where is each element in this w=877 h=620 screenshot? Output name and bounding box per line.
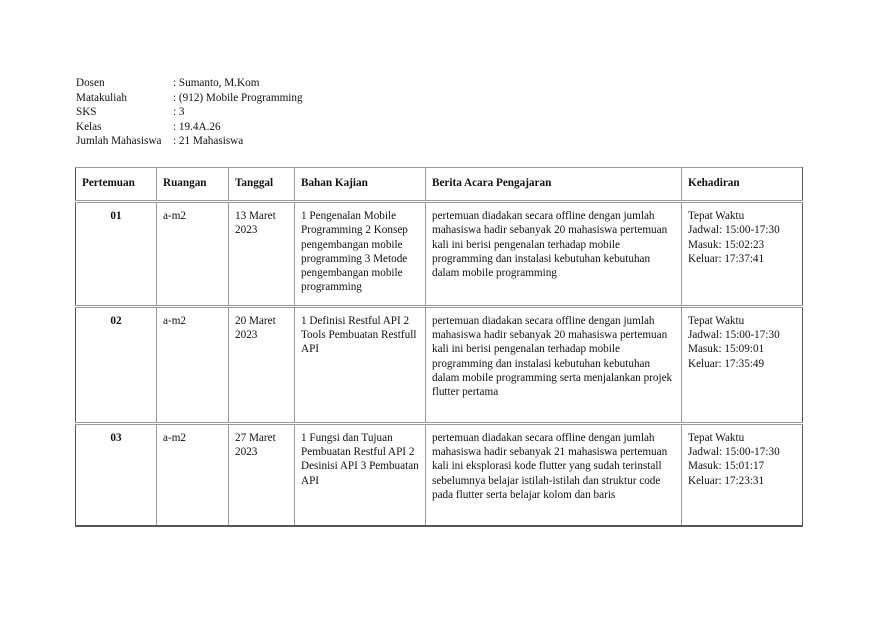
cell-ruangan: a-m2 [157,423,229,526]
info-label: SKS [76,106,97,118]
info-value: : (912) Mobile Programming [173,91,303,104]
info-row-kelas [76,120,303,135]
cell-tanggal: 13 Maret 2023 [229,202,295,307]
table-row [76,202,803,307]
cell-bahan-kajian: 1 Definisi Restful API 2 Tools Pembuatan Restfull API [295,306,426,423]
kehadiran-jadwal: Jadwal: 15:00-17:30 [688,224,780,237]
header-kehadiran: Kehadiran [682,168,803,202]
kehadiran-jadwal: Jadwal: 15:00-17:30 [688,446,780,459]
kehadiran-keluar: Keluar: 17:23:31 [688,474,765,487]
berita-acara-table [75,167,803,527]
info-label: Dosen [76,77,105,89]
cell-tanggal: 27 Maret 2023 [229,423,295,526]
kehadiran-status: Tepat Waktu [688,314,745,327]
info-value: : Sumanto, M.Kom [173,77,260,89]
info-value: : 19.4A.26 [173,120,221,133]
cell-pertemuan: 02 [76,306,157,423]
info-row-matakuliah [76,91,303,106]
info-value: : 3 [173,106,185,118]
info-row-sks [76,105,303,120]
cell-ruangan: a-m2 [157,202,229,307]
cell-ruangan: a-m2 [157,306,229,423]
info-row-dosen [76,76,303,91]
cell-kehadiran [682,423,803,526]
table-row [76,423,803,526]
cell-bahan-kajian: 1 Pengenalan Mobile Programming 2 Konsep pengembangan mobile programming 3 Metode pengembangan mobile programming [295,202,426,307]
info-label: Matakuliah [76,91,127,104]
cell-pertemuan: 03 [76,423,157,526]
info-row-jumlah-mahasiswa [76,134,303,149]
kehadiran-masuk: Masuk: 15:02:23 [688,238,765,251]
header-bahan-kajian: Bahan Kajian [295,168,426,202]
cell-bahan-kajian: 1 Fungsi dan Tujuan Pembuatan Restful API 2 Desinisi API 3 Pembuatan API [295,423,426,526]
kehadiran-keluar: Keluar: 17:37:41 [688,252,765,265]
kehadiran-masuk: Masuk: 15:09:01 [688,343,765,356]
cell-tanggal: 20 Maret 2023 [229,306,295,423]
cell-berita-acara: pertemuan diadakan secara offline dengan jumlah mahasiswa hadir sebanyak 20 mahasiswa pertemuan kali ini berisi pengenalan terhadap mobile programming dan instalasi kebutuhan kebutuhan dalam mobile programming [426,202,682,307]
cell-pertemuan: 01 [76,202,157,307]
header-ruangan: Ruangan [157,168,229,202]
header-tanggal: Tanggal [229,168,295,202]
header-pertemuan: Pertemuan [76,168,157,202]
info-label: Jumlah Mahasiswa [76,135,162,147]
kehadiran-masuk: Masuk: 15:01:17 [688,460,765,473]
kehadiran-status: Tepat Waktu [688,431,745,444]
table-row [76,306,803,423]
cell-berita-acara: pertemuan diadakan secara offline dengan jumlah mahasiswa hadir sebanyak 21 mahasiswa pertemuan kali ini eksplorasi kode flutter yang sudah terinstall sebelumnya belajar istilah-istilah dan struktur code pada flutter serta belajar kolom dan baris [426,423,682,526]
course-info [76,76,303,149]
table-header-row [76,168,803,202]
info-label: Kelas [76,120,102,133]
header-berita-acara: Berita Acara Pengajaran [426,168,682,202]
kehadiran-jadwal: Jadwal: 15:00-17:30 [688,329,780,342]
cell-berita-acara: pertemuan diadakan secara offline dengan jumlah mahasiswa hadir sebanyak 20 mahasiswa pertemuan kali ini berisi pengenalan terhadap mobile programming dan instalasi kebutuhan kebutuhan dalam mobile programming serta menjalankan projek flutter pertama [426,306,682,423]
info-value: : 21 Mahasiswa [173,135,244,147]
cell-kehadiran [682,202,803,307]
kehadiran-keluar: Keluar: 17:35:49 [688,357,765,370]
kehadiran-status: Tepat Waktu [688,210,745,222]
cell-kehadiran [682,306,803,423]
